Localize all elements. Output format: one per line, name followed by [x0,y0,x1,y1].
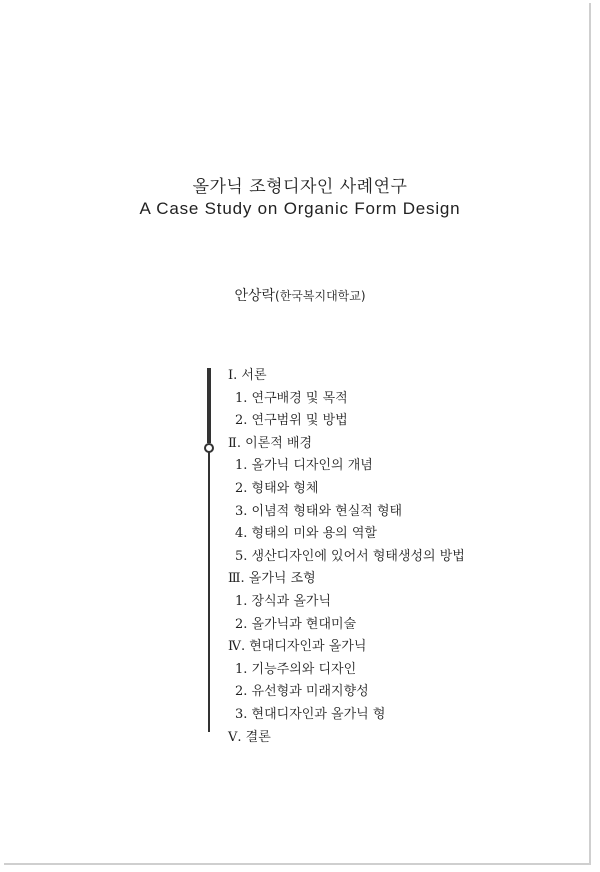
author-name: 안상락 [234,288,276,304]
toc-subsection: 2. 유선형과 미래지향성 [235,684,369,700]
toc-subsection: 2. 연구범위 및 방법 [235,413,348,429]
paper-title-english: A Case Study on Organic Form Design [139,199,461,218]
toc-section: Ⅲ. 올가닉 조형 [228,571,316,587]
toc-subsection: 1. 연구배경 및 목적 [235,390,348,406]
toc-section: Ⅴ. 결론 [228,729,271,745]
toc-subsection: 2. 올가닉과 현대미술 [235,616,357,632]
toc-subsection: 1. 기능주의와 디자인 [235,661,357,677]
toc-subsection: 2. 형태와 형체 [235,480,319,496]
toc-subsection: 1. 장식과 올가닉 [235,593,332,609]
toc-rule-thin [208,452,210,732]
toc-subsection: 4. 형태의 미와 용의 역할 [235,526,377,542]
toc-section: Ⅰ. 서론 [228,368,267,383]
paper-title-korean: 올가닉 조형디자인 사례연구 [192,177,408,197]
toc-subsection: 3. 이념적 형태와 현실적 형태 [235,503,403,519]
toc-subsection: 1. 올가닉 디자인의 개념 [235,458,373,474]
toc-section: Ⅱ. 이론적 배경 [228,435,313,451]
toc-subsection: 3. 현대디자인과 올가닉 형 [235,706,386,722]
author-affiliation: (한국복지대학교) [275,289,366,303]
toc-rule-thick [207,368,211,443]
toc-subsection: 5. 생산디자인에 있어서 형태생성의 방법 [235,548,465,564]
table-of-contents [228,365,465,749]
author-line [0,285,600,305]
toc-section: Ⅳ. 현대디자인과 올가닉 [228,639,367,655]
